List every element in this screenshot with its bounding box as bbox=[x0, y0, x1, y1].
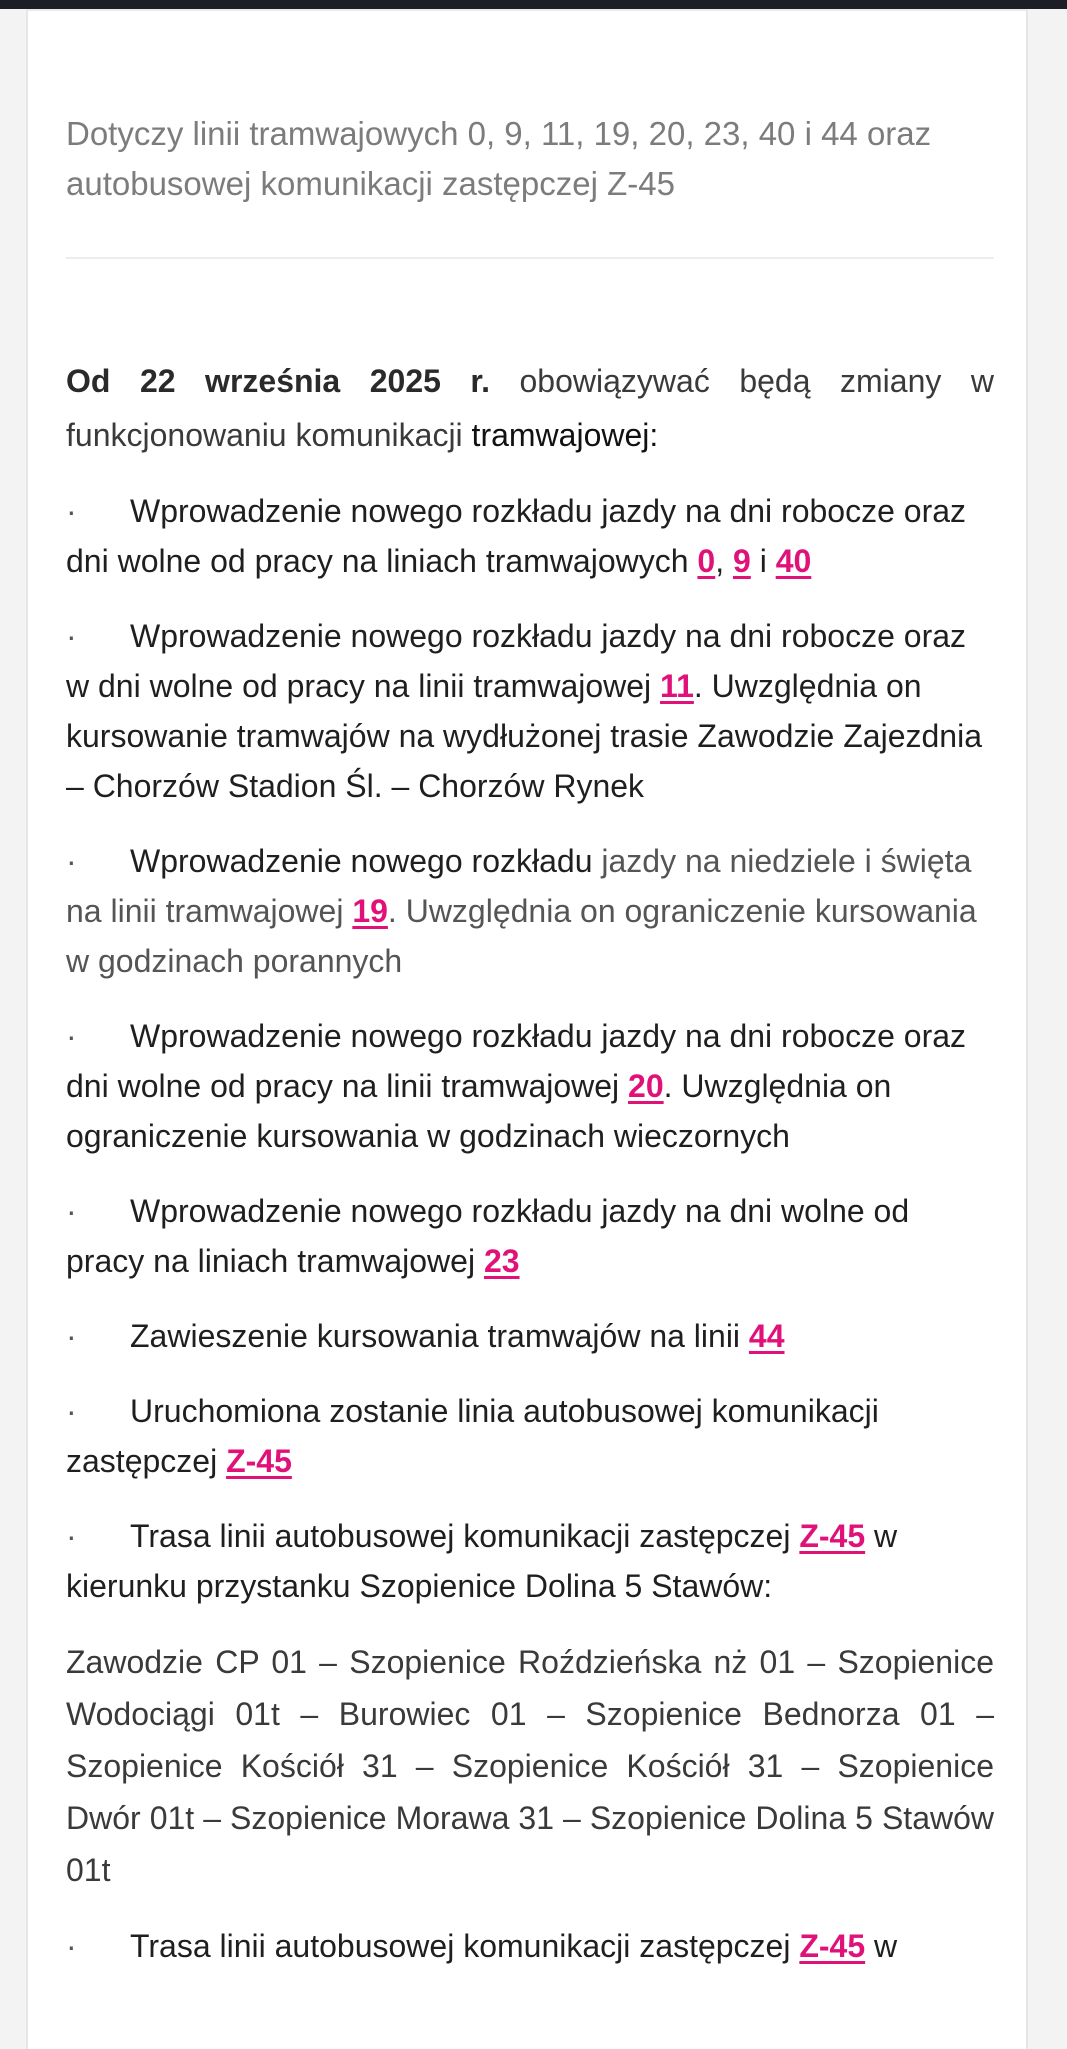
line-link-40[interactable]: 40 bbox=[775, 543, 812, 579]
list-item-text: Wprowadzenie nowego rozkładu jazdy na dni robocze oraz dni wolne od pracy na liniach tramwajowych bbox=[66, 493, 967, 579]
intro-text-end: tramwajowej: bbox=[471, 417, 659, 453]
bullet-dot: · bbox=[66, 1193, 77, 1229]
line-link-z45[interactable]: Z-45 bbox=[226, 1443, 292, 1479]
intro-date: Od 22 września 2025 r. bbox=[66, 363, 490, 399]
list-item-text: jazdy na niedziele i święta na linii tramwajowej bbox=[66, 843, 972, 929]
list-item-text: Wprowadzenie nowego rozkładu jazdy na dni wolne od pracy na liniach tramwajowej bbox=[66, 1193, 910, 1279]
list-item-text: . Uwzględnia on ograniczenie kursowania w godzinach porannych bbox=[66, 893, 977, 979]
divider bbox=[66, 257, 994, 259]
list-item bbox=[66, 1186, 994, 1286]
top-status-bar bbox=[0, 0, 1067, 9]
list-item-text: Wprowadzenie nowego rozkładu jazdy na dni robocze oraz w dni wolne od pracy na linii tramwajowej bbox=[66, 618, 967, 704]
list-item bbox=[66, 1386, 994, 1486]
line-link-11[interactable]: 11 bbox=[660, 668, 694, 704]
list-item bbox=[66, 1511, 994, 1611]
list-item-text: Zawieszenie kursowania tramwajów na linii bbox=[130, 1318, 749, 1354]
list-item bbox=[66, 836, 994, 986]
route-description: Zawodzie CP 01 – Szopienice Roździeńska nż 01 – Szopienice Wodociągi 01t – Burowiec 01 – Szopienice Bednorza 01 – Szopienice Kościół 31 – Szopienice Kościół 31 – Szopienice Dwór 01t – Szopienice Morawa 31 – Szopienice Dolina 5 Stawów 01t bbox=[66, 1644, 994, 1888]
list-item-text: Uruchomiona zostanie linia autobusowej komunikacji zastępczej bbox=[66, 1393, 879, 1479]
bullet-dot: · bbox=[66, 1018, 77, 1054]
list-item bbox=[66, 1921, 994, 1971]
intro-paragraph bbox=[66, 354, 994, 462]
bullet-dot: · bbox=[66, 1928, 77, 1964]
list-item-text: . Uwzględnia on ograniczenie kursowania w godzinach wieczornych bbox=[66, 1068, 892, 1154]
line-link-z45[interactable]: Z-45 bbox=[799, 1928, 866, 1964]
bullet-dot: · bbox=[66, 1518, 77, 1554]
separator: i bbox=[750, 543, 776, 579]
line-link-z45[interactable]: Z-45 bbox=[799, 1518, 866, 1554]
separator: , bbox=[715, 543, 733, 579]
line-link-19[interactable]: 19 bbox=[352, 893, 388, 929]
line-link-20[interactable]: 20 bbox=[628, 1068, 664, 1104]
article-card bbox=[26, 9, 1028, 2049]
list-item-text: Trasa linii autobusowej komunikacji zastępczej bbox=[130, 1518, 800, 1554]
list-item-text: w kierunku przystanku Szopienice Dolina 5 Stawów: bbox=[66, 1518, 898, 1604]
list-item bbox=[66, 1311, 994, 1361]
article-body bbox=[66, 354, 994, 1996]
line-link-44[interactable]: 44 bbox=[748, 1318, 785, 1354]
bullet-dot: · bbox=[66, 1318, 77, 1354]
intro-text: obowiązywać będą zmiany w funkcjonowaniu komunikacji bbox=[66, 363, 994, 453]
list-item-text: Wprowadzenie nowego rozkładu jazdy na dni robocze oraz dni wolne od pracy na linii tramwajowej bbox=[66, 1018, 967, 1104]
list-item-text: Trasa linii autobusowej komunikacji zastępczej bbox=[130, 1928, 800, 1964]
line-link-0[interactable]: 0 bbox=[697, 543, 716, 579]
list-item-text: . Uwzględnia on kursowanie tramwajów na wydłużonej trasie Zawodzie Zajezdnia – Chorzów Stadion Śl. – Chorzów Rynek bbox=[66, 668, 982, 804]
list-item bbox=[66, 1011, 994, 1161]
article-subtitle: Dotyczy linii tramwajowych 0, 9, 11, 19, 20, 23, 40 i 44 oraz autobusowej komunikacji zastępczej Z-45 bbox=[66, 115, 932, 202]
list-item-text: w bbox=[865, 1928, 898, 1964]
bullet-dot: · bbox=[66, 843, 77, 879]
line-link-9[interactable]: 9 bbox=[733, 543, 751, 579]
list-item-text: Wprowadzenie nowego rozkładu bbox=[130, 843, 602, 879]
bullet-dot: · bbox=[66, 1393, 77, 1429]
bullet-dot: · bbox=[66, 493, 77, 529]
list-item bbox=[66, 611, 994, 811]
bullet-dot: · bbox=[66, 618, 77, 654]
line-link-23[interactable]: 23 bbox=[483, 1243, 520, 1279]
list-item bbox=[66, 486, 994, 586]
